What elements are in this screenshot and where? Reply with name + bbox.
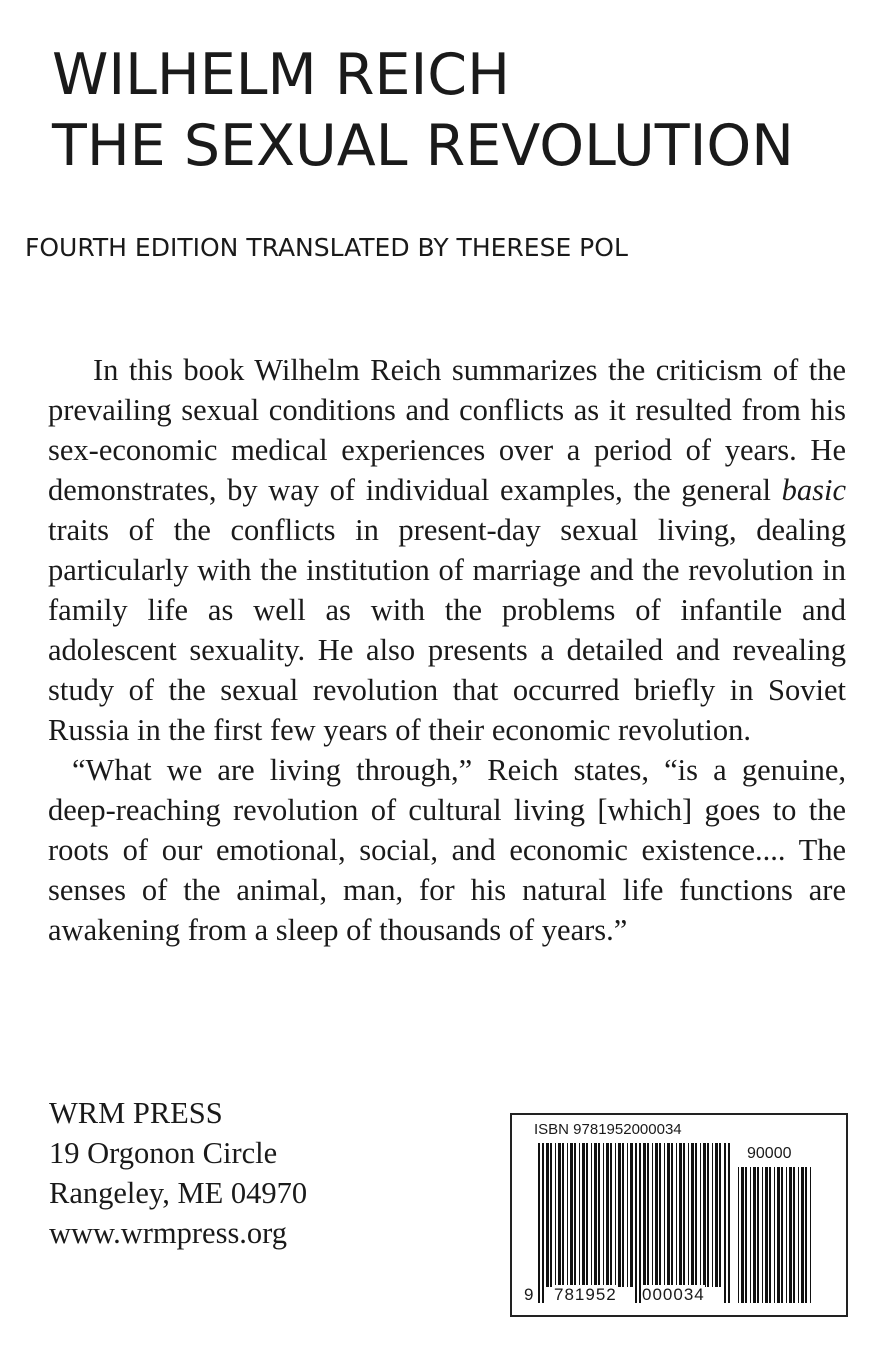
barcode-bar — [598, 1143, 600, 1287]
barcode-guard-bar — [724, 1143, 726, 1303]
barcode-bar — [679, 1143, 682, 1287]
barcode-bar — [738, 1167, 739, 1303]
barcode-bar — [579, 1143, 580, 1287]
barcode-bar — [695, 1143, 697, 1287]
barcode-digits-right: 000034 — [642, 1285, 705, 1304]
barcode-bar — [715, 1143, 718, 1287]
barcode-guard-bar — [728, 1143, 730, 1303]
publisher-website: www.wrmpress.org — [49, 1216, 288, 1250]
barcode-bar — [798, 1167, 799, 1303]
paragraph-1-text-b: traits of the conflicts in present-day sexual living, dealing particularly with the institution of marriage and the revolution in family life as well as with the problems of infantile and adolescent sexuality. He also presents a detailed and revealing study of the sexual revolution that occurred briefly in Soviet Russia in the first few years of their economic revolution. — [48, 513, 846, 747]
barcode-bar — [594, 1143, 597, 1287]
barcode-bar — [586, 1143, 588, 1287]
barcode-bar — [567, 1143, 568, 1287]
barcode-bar — [774, 1167, 775, 1303]
barcode-bar — [793, 1167, 795, 1303]
barcode-bar — [643, 1143, 646, 1287]
barcode-bar — [627, 1143, 628, 1287]
barcode-bar — [610, 1143, 612, 1287]
barcode-bar — [676, 1143, 677, 1287]
price-code: 90000 — [747, 1145, 792, 1162]
barcode-bar — [703, 1143, 706, 1287]
barcode-digits-left: 781952 — [554, 1285, 617, 1304]
barcode-bar — [618, 1143, 621, 1287]
publisher-street: 19 Orgonon Circle — [49, 1136, 278, 1170]
barcode-bar — [805, 1167, 807, 1303]
barcode-bar — [603, 1143, 604, 1287]
barcode-bar — [591, 1143, 592, 1287]
isbn-label: ISBN 9781952000034 — [534, 1121, 682, 1138]
barcode-bar — [789, 1167, 792, 1303]
barcode-bar — [688, 1143, 689, 1287]
barcode-bar — [753, 1167, 756, 1303]
paragraph-1-text-a: In this book Wilhelm Reich summarizes the criticism of the prevailing sexual conditions and conflicts as it resulted from his sex-economic medical experiences over a period of years. He demonstrates, by way of individual examples, the general — [48, 353, 846, 507]
barcode-bar — [769, 1167, 771, 1303]
barcode-bar — [615, 1143, 616, 1287]
barcode-digit-first: 9 — [524, 1285, 535, 1304]
barcode-bar — [667, 1143, 670, 1287]
publisher-city: Rangeley, ME 04970 — [49, 1176, 308, 1210]
barcode-bar — [562, 1143, 564, 1287]
barcode-bar — [630, 1143, 633, 1287]
barcode-bar — [550, 1143, 552, 1287]
barcode-bar — [622, 1143, 624, 1287]
edition-subtitle: FOURTH EDITION TRANSLATED BY THERESE POL — [25, 233, 628, 262]
publisher-block — [49, 1093, 307, 1253]
barcode-bar — [652, 1143, 653, 1287]
barcode-bar — [555, 1143, 556, 1287]
description-paragraph-2: “What we are living through,” Reich states, “is a genuine, deep-reaching revolution of cultural living [which] goes to the roots of our emotional, social, and economic existence.... The senses of the animal, man, for his natural life functions are awakening from a sleep of thousands of years.” — [48, 753, 846, 947]
barcode-bar — [810, 1167, 811, 1303]
book-description — [48, 350, 846, 950]
barcode-bar — [671, 1143, 673, 1287]
barcode-bar — [691, 1143, 694, 1287]
barcode-bar — [647, 1143, 649, 1287]
barcode-bar — [750, 1167, 751, 1303]
barcode-guard-bar — [542, 1143, 544, 1303]
barcode-bar — [777, 1167, 780, 1303]
barcode-bar — [664, 1143, 665, 1287]
barcode-bar — [765, 1167, 768, 1303]
barcode-bar — [707, 1143, 709, 1287]
barcode-bar — [719, 1143, 721, 1287]
paragraph-1-emphasis: basic — [781, 473, 846, 507]
isbn-barcode — [510, 1113, 848, 1317]
barcode-bar — [606, 1143, 609, 1287]
barcode-guard-bar — [635, 1143, 637, 1303]
barcode-bar — [741, 1167, 744, 1303]
publisher-name: WRM PRESS — [49, 1096, 223, 1130]
barcode-bar — [655, 1143, 658, 1287]
barcode-bar — [712, 1143, 713, 1287]
barcode-bar — [762, 1167, 763, 1303]
book-title — [52, 40, 794, 182]
barcode-guard-bar — [639, 1143, 641, 1303]
barcode-bar — [546, 1143, 549, 1287]
barcode-bar — [683, 1143, 685, 1287]
barcode-bar — [700, 1143, 701, 1287]
barcode-bar — [570, 1143, 573, 1287]
barcode-bar — [745, 1167, 747, 1303]
barcode-guard-bar — [538, 1143, 540, 1303]
barcode-bar — [659, 1143, 661, 1287]
barcode-bar — [786, 1167, 787, 1303]
barcode-bar — [781, 1167, 783, 1303]
description-paragraph-1 — [48, 350, 846, 750]
book-name: THE SEXUAL REVOLUTION — [52, 113, 794, 179]
barcode-bar — [574, 1143, 576, 1287]
barcode-bar — [757, 1167, 759, 1303]
barcode-bar — [582, 1143, 585, 1287]
author-name: WILHELM REICH — [52, 42, 510, 108]
barcode-bar — [558, 1143, 561, 1287]
barcode-bar — [801, 1167, 804, 1303]
